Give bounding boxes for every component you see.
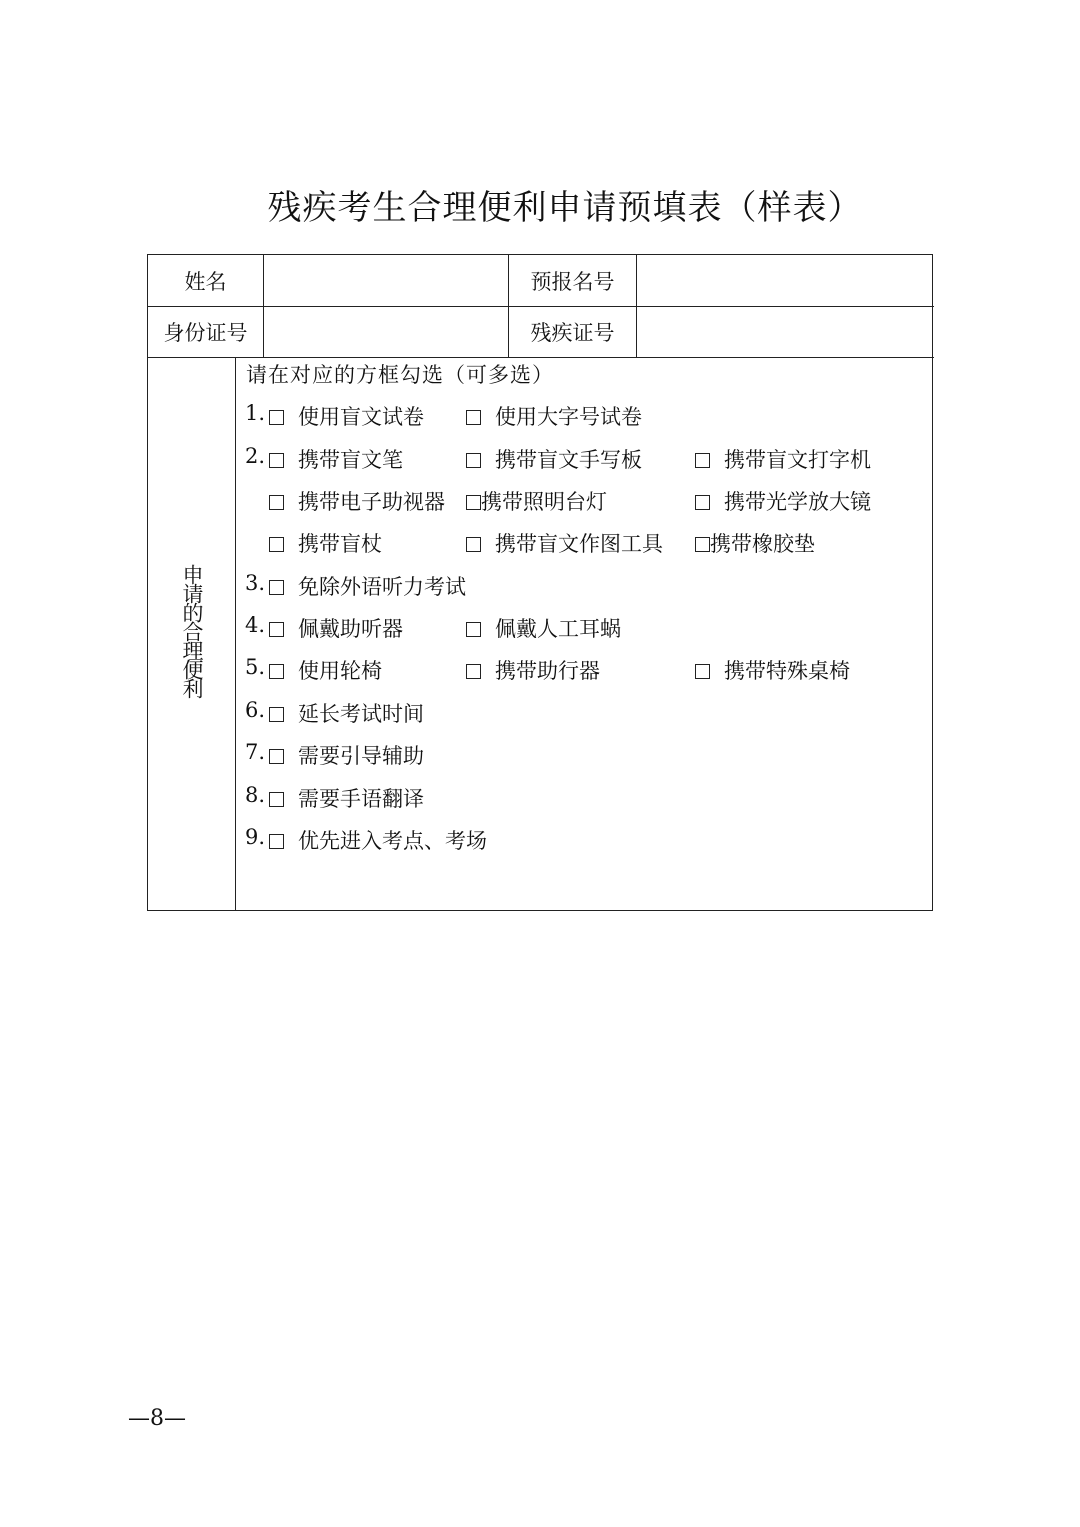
name-label: 姓名 <box>184 269 227 294</box>
option-listening-exemption[interactable]: 免除外语听力考试 <box>269 571 466 601</box>
checkbox[interactable] <box>466 410 481 425</box>
page-number: —8— <box>128 1406 186 1431</box>
option-large-print-paper[interactable]: 使用大字号试卷 <box>466 401 642 431</box>
reg-no-field[interactable] <box>637 255 933 306</box>
checkbox[interactable] <box>695 664 710 679</box>
checkbox[interactable] <box>695 537 710 552</box>
name-field[interactable] <box>264 255 508 306</box>
accommodations-side-label <box>148 358 236 912</box>
row-number: 4. <box>245 613 266 637</box>
option-extended-time[interactable]: 延长考试时间 <box>269 698 424 728</box>
option-wheelchair[interactable]: 使用轮椅 <box>269 655 382 685</box>
option-priority-entry[interactable]: 优先进入考点、考场 <box>269 825 487 855</box>
checkbox[interactable] <box>269 495 284 510</box>
row-number: 1. <box>245 401 266 425</box>
option-walker[interactable]: 携带助行器 <box>466 655 600 685</box>
option-braille-pen[interactable]: 携带盲文笔 <box>269 444 403 474</box>
checkbox[interactable] <box>269 410 284 425</box>
checkbox[interactable] <box>695 495 710 510</box>
option-white-cane[interactable]: 携带盲杖 <box>269 528 382 558</box>
option-electronic-magnifier[interactable]: 携带电子助视器 <box>269 486 445 516</box>
id-number-field[interactable] <box>264 307 508 357</box>
row-number: 8. <box>245 783 266 807</box>
row-divider <box>148 357 934 358</box>
row-number: 3. <box>245 571 266 595</box>
option-desk-lamp[interactable]: 携带照明台灯 <box>466 486 607 516</box>
checkbox[interactable] <box>466 537 481 552</box>
option-braille-slate[interactable]: 携带盲文手写板 <box>466 444 642 474</box>
checkbox[interactable] <box>269 622 284 637</box>
checkbox[interactable] <box>269 749 284 764</box>
page-title: 残疾考生合理便利申请预填表（样表） <box>267 188 863 228</box>
row-number: 9. <box>245 825 266 849</box>
checkbox[interactable] <box>466 622 481 637</box>
row-number: 5. <box>245 655 266 679</box>
checkbox[interactable] <box>466 453 481 468</box>
option-hearing-aid[interactable]: 佩戴助听器 <box>269 613 403 643</box>
checkbox[interactable] <box>269 664 284 679</box>
option-cochlear-implant[interactable]: 佩戴人工耳蜗 <box>466 613 621 643</box>
checkbox[interactable] <box>269 792 284 807</box>
disability-cert-field[interactable] <box>637 307 933 357</box>
application-form-table <box>147 254 933 911</box>
disability-cert-label: 残疾证号 <box>530 321 615 345</box>
side-label-text: 申请的合理便利 <box>180 563 204 697</box>
instruction-text: 请在对应的方框勾选（可多选） <box>246 363 554 387</box>
checkbox[interactable] <box>269 537 284 552</box>
option-optical-magnifier[interactable]: 携带光学放大镜 <box>695 486 871 516</box>
option-guided-assistance[interactable]: 需要引导辅助 <box>269 740 424 770</box>
checkbox[interactable] <box>695 453 710 468</box>
option-braille-paper[interactable]: 使用盲文试卷 <box>269 401 424 431</box>
row-number: 6. <box>245 698 266 722</box>
row-number: 2. <box>245 444 266 468</box>
checkbox[interactable] <box>269 834 284 849</box>
checkbox[interactable] <box>269 453 284 468</box>
option-rubber-mat[interactable]: 携带橡胶垫 <box>695 528 815 558</box>
reg-no-label: 预报名号 <box>530 269 615 294</box>
id-number-label: 身份证号 <box>163 321 248 345</box>
option-braille-typewriter[interactable]: 携带盲文打字机 <box>695 444 871 474</box>
checkbox[interactable] <box>269 707 284 722</box>
checkbox[interactable] <box>269 580 284 595</box>
option-special-desk-chair[interactable]: 携带特殊桌椅 <box>695 655 850 685</box>
checkbox[interactable] <box>466 495 481 510</box>
option-sign-language[interactable]: 需要手语翻译 <box>269 783 424 813</box>
row-number: 7. <box>245 740 266 764</box>
checkbox[interactable] <box>466 664 481 679</box>
option-braille-drawing-tools[interactable]: 携带盲文作图工具 <box>466 528 663 558</box>
